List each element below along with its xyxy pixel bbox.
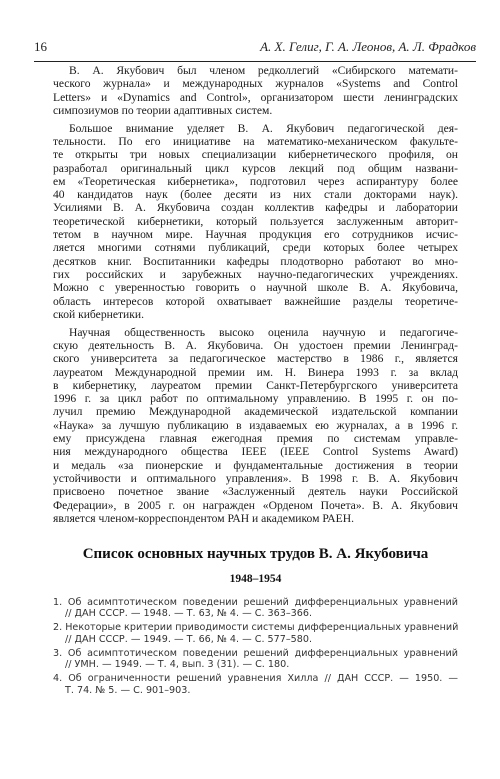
text-line: Можно с уверенностью говорить о научной школе В. А. Якубовича,: [53, 281, 458, 295]
reference-line: 2. Некоторые критерии приводимости системы дифференциальных уравнений: [53, 622, 459, 634]
text-line: область интересов которой охватывает важнейшие разделы теоретиче-: [53, 294, 458, 308]
reference-line: 3. Об асимптотическом поведении решений дифференциальных уравнений: [53, 647, 458, 659]
text-line: ского университета за педагогическое мастерство в 1986 г., является: [53, 352, 458, 366]
text-line: Федерации», в 2005 г. он награжден «Орденом Почета». В. А. Якубович: [53, 498, 458, 512]
reference-list: [53, 597, 458, 699]
text-line: Научная общественность высоко оценила научную и педагогиче-: [69, 325, 458, 339]
text-line: лауреатом Международной премии им. Н. Винера 1993 г. за вклад: [53, 365, 458, 379]
text-line: гих российских и зарубежных научно-педагогических учреждениях.: [53, 267, 458, 281]
text-line: 40 кандидатов наук (более десяти из них стали докторами наук).: [53, 188, 458, 202]
reference-item: [53, 673, 458, 696]
reference-line: // УМН. — 1949. — Т. 4, вып. 3 (31). — С. 180.: [65, 659, 290, 671]
paragraph: [53, 122, 458, 321]
paragraph: [53, 64, 458, 117]
text-line: Усилиями В. А. Якубовича создан коллектив кафедры и лаборатории: [53, 201, 458, 215]
text-line: тетом в научном мире. Научная продукция его сотрудников исчис-: [53, 228, 458, 242]
body-text: [53, 64, 458, 530]
text-line: десятков книг. Воспитанники кафедры плодотворно работают во мно-: [53, 254, 458, 268]
text-line: тельности. По его инициативе на математико-механическом факульте-: [53, 134, 458, 148]
reference-line: Т. 74. № 5. — С. 901–903.: [65, 684, 191, 696]
text-line: и медаль «за пионерские и фундаментальные достижения в теории: [53, 458, 458, 472]
text-line: присвоено почетное звание «Заслуженный деятель науки Российской: [53, 485, 458, 499]
text-line: 1996 г. за цикл работ по оптимальному управлению. В 1995 г. он по-: [53, 392, 458, 406]
text-line: ческого журнала» и международных журналов «Systems and Control: [53, 77, 458, 91]
reference-item: [53, 648, 458, 671]
page-header: [34, 37, 476, 62]
section-title: Список основных научных трудов В. А. Якубовича: [82, 546, 429, 562]
reference-line: 1. Об асимптотическом поведении решений дифференциальных уравнений: [53, 597, 458, 608]
text-line: ему присуждена главная ежегодная премия по системам управле-: [53, 432, 458, 446]
reference-line: // ДАН СССР. — 1948. — Т. 63, № 4. — С. 363–366.: [65, 608, 313, 620]
text-line: «Наука» за лучшую публикацию в издаваемых ею журналах, а в 1996 г.: [53, 418, 458, 432]
text-line: ляется многими сотнями публикаций, среди которых более четырех: [53, 241, 458, 255]
text-line: разработал оригинальный цикл курсов лекций под общим названи-: [53, 161, 458, 175]
text-line: ской кибернетики.: [53, 307, 144, 321]
text-line: Letters» и «Dynamics and Control», организатором шести ленинградских: [53, 90, 458, 104]
text-line: Большое внимание уделяет В. А. Якубович педагогической дея-: [69, 121, 458, 135]
text-line: симпозиумов по теории адаптивных систем.: [53, 103, 273, 117]
paragraph: [53, 326, 458, 525]
text-line: ния международного общества IEEE (IEEE Control Systems Award): [53, 445, 458, 459]
text-line: ем «Теоретическая кибернетика», подготовил через аспирантуру более: [53, 174, 458, 188]
text-line: лучил премию Международной академической издательской компании: [53, 405, 458, 419]
reference-item: [53, 622, 458, 645]
text-line: является членом-корреспондентом РАН и академиком РАЕН.: [53, 511, 355, 525]
reference-line: // ДАН СССР. — 1949. — Т. 66, № 4. — С. 577–580.: [65, 633, 313, 645]
section-years: 1948–1954: [229, 573, 282, 585]
text-line: те открыты три новых специализации кибернетического профиля, он: [53, 148, 458, 162]
bibliography-section: [53, 546, 458, 593]
text-line: В. А. Якубович был членом редколлегий «Сибирского математи-: [69, 64, 458, 77]
running-head: А. Х. Гелиг, Г. А. Леонов, А. Л. Фрадков: [260, 39, 476, 54]
reference-line: 4. Об ограниченности решений уравнения Хилла // ДАН СССР. — 1950. —: [53, 673, 458, 685]
page-number: 16: [34, 39, 47, 54]
text-line: в кибернетику, лауреатом премии Санкт-Петербургского университета: [53, 378, 458, 392]
text-line: теоретической кибернетики, который пользуется заслуженным авторит-: [53, 214, 458, 228]
text-line: скую деятельность В. А. Якубовича. Он удостоен премии Ленинград-: [53, 338, 458, 352]
text-line: устойчивости и оптимального управления». В 1998 г. В. А. Якубович: [53, 471, 458, 485]
reference-item: [53, 597, 458, 620]
